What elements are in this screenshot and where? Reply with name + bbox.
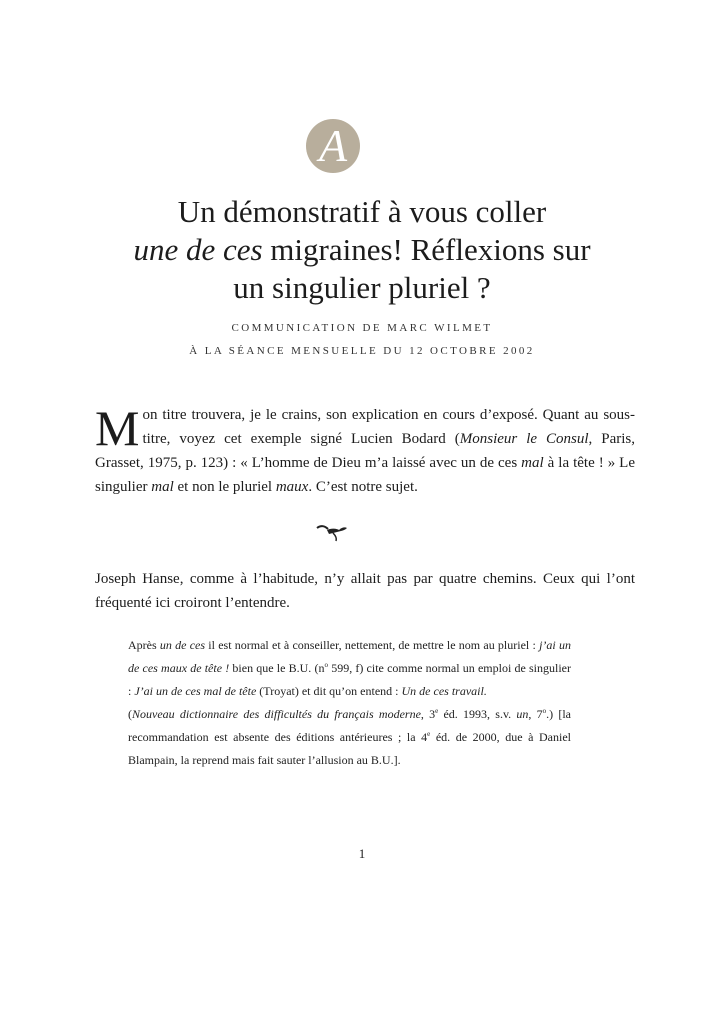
superscript: e	[435, 707, 439, 715]
intro-text: on titre trouvera, je le crains, son explication en cours d’exposé. Quant au sous-titre, voyez cet exemple signé Lucien Bodard (	[142, 407, 635, 447]
quote-italic: j’ai un de ces maux de tête !	[128, 638, 571, 675]
logo-letter: A	[318, 120, 348, 171]
quote-italic: Un de ces travail.	[401, 684, 487, 698]
intro-text: à la tête ! » Le singulier	[95, 455, 635, 495]
intro-italic: mal	[521, 455, 544, 471]
superscript: e	[427, 730, 431, 738]
title-line-1: Un démonstratif à vous coller	[177, 194, 547, 229]
superscript: o	[324, 661, 328, 669]
intro-text: , Paris, Grasset, 1975, p. 123) : « L’homme de Dieu m’a laissé avec un de ces	[95, 431, 635, 471]
quote-text: , 7	[528, 707, 543, 721]
body-paragraph: Joseph Hanse, comme à l’habitude, n’y allait pas par quatre chemins. Ceux qui l’ont fréquenté ici croiront l’entendre.	[95, 571, 635, 611]
intro-italic: mal	[151, 479, 174, 495]
drop-cap: M	[95, 400, 140, 456]
quote-text: bien que le B.U. (n	[229, 661, 325, 675]
quote-text: 599, f) cite comme normal un emploi de singulier :	[128, 661, 571, 698]
quote-italic: J’ai un de ces mal de tête	[134, 684, 257, 698]
intro-text: et non le pluriel	[173, 479, 276, 495]
quote-italic: un	[516, 707, 529, 721]
quote-italic: un de ces	[159, 638, 206, 652]
session-line: À LA SÉANCE MENSUELLE DU 12 OCTOBRE 2002	[189, 345, 535, 357]
quote-reference	[128, 703, 571, 772]
quote-text: .) [la recommandation est absente des éditions antérieures ; la 4	[128, 707, 572, 744]
quote-italic: Nouveau dictionnaire des difficultés du français moderne	[132, 707, 421, 721]
intro-italic: Monsieur le Consul	[459, 431, 589, 447]
quote-text: il est normal et à conseiller, nettement, de mettre le nom au pluriel :	[205, 638, 540, 652]
quote-text: éd. 1993, s.v.	[438, 707, 517, 721]
quote-text: (	[128, 707, 132, 721]
intro-italic: maux	[275, 479, 309, 495]
title-line-2	[60, 231, 664, 269]
leaf-ornament-icon	[315, 522, 349, 542]
superscript: o	[542, 707, 547, 715]
page-title	[60, 193, 664, 307]
author-line: COMMUNICATION DE MARC WILMET	[231, 322, 493, 334]
quote-paragraph	[128, 634, 571, 703]
quote-text: Après	[128, 638, 160, 652]
intro-text: . C’est notre sujet.	[308, 479, 418, 495]
title-line-3: un singulier pluriel ?	[233, 270, 491, 305]
block-quote	[128, 634, 571, 772]
quote-text: (Troyat) et dit qu’on entend :	[256, 684, 402, 698]
page-number: 1	[358, 846, 366, 861]
title-italic: une de ces	[133, 232, 263, 267]
title-line-2-rest: migraines! Réflexions sur	[262, 232, 591, 267]
quote-text: éd. de 2000, due à Daniel Blampain, la reprend mais fait sauter l’allusion au B.U.].	[128, 730, 571, 767]
quote-text: , 3	[420, 707, 436, 721]
intro-paragraph	[95, 400, 635, 499]
journal-logo-icon	[306, 119, 360, 173]
